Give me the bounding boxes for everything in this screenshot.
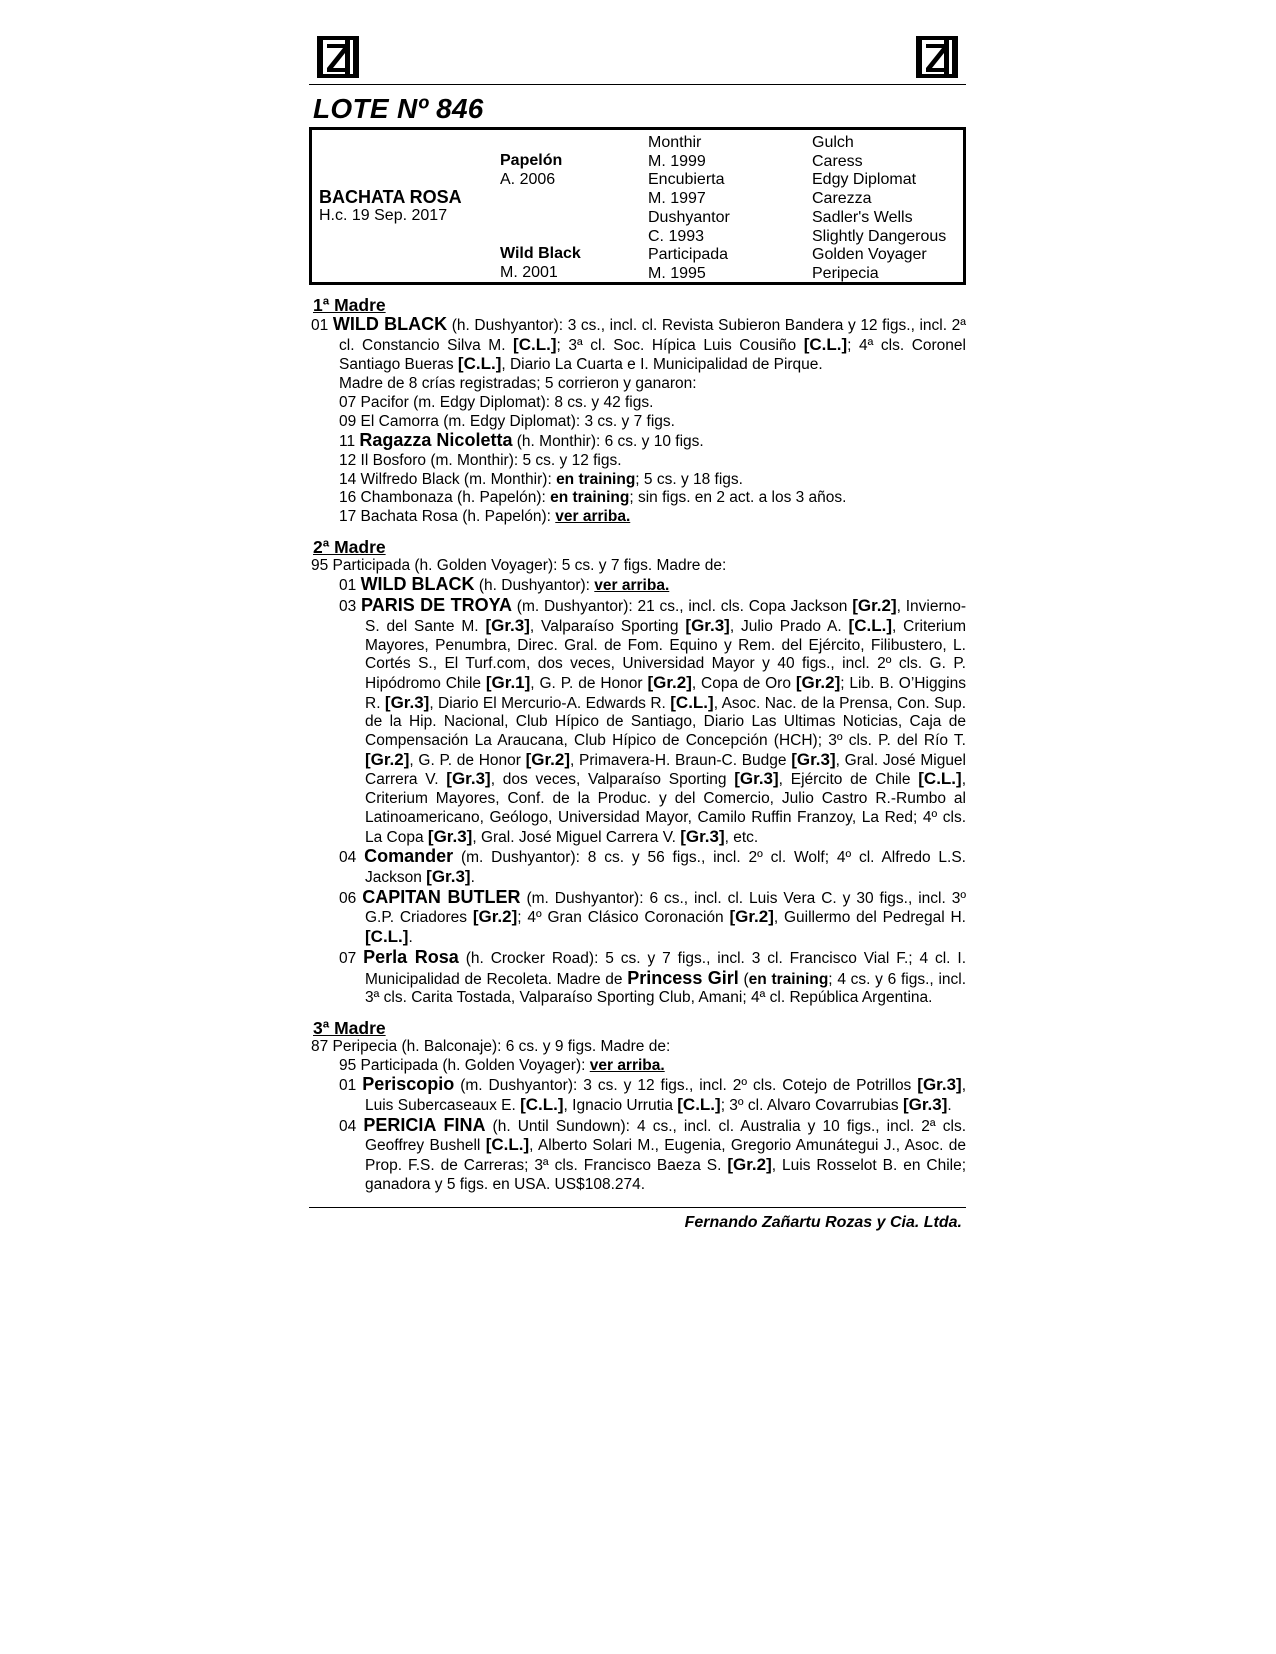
section-first-dam [309,295,966,527]
text: (h. Until Sundown): 4 cs., incl. cl. Australia y 10 figs., incl. 2ª cls. Geoffrey Bushell [365,1117,966,1155]
list-item [309,471,966,490]
grade-badge: [Gr.3] [902,1095,948,1115]
see-above-reference: ver arriba. [589,1056,665,1074]
text: , Criterium Mayores, Penumbra, Direc. Gral. de Fom. Equino y Rem. del Ejército, Filibustero, L. Cortés S., El Turf.com, dos veces, Universidad Mayor y 40 figs., incl. 2º cls. G. P. Hipódromo Chile [365,617,967,692]
text: 95 Participada (h. Golden Voyager): [339,1056,590,1074]
text: , G. P. de Honor [530,674,648,692]
grandparent: M. 1995 [648,264,706,282]
text: , Alberto Solari M., Eugenia, Gregorio Amunátegui J., Asoc. de Prop. F.S. de Carreras; 3ª cls. Francisco Baeza S. [365,1137,966,1175]
text: (h. Crocker Road): 5 cs. y 7 figs., incl. 3 cl. Francisco Vial F.; 4 cl. I. Municipalidad de Recoleta. Madre de [365,949,967,988]
text: ( [738,970,749,988]
training-label: en training [556,470,636,488]
text: , Diario El Mercurio-A. Edwards R. [429,694,671,712]
training-label: en training [550,489,630,507]
great-grandparent: Gulch [812,134,854,151]
text: , Luis Subercaseaux E. [365,1077,966,1115]
grade-badge: [C.L.] [803,334,848,354]
text: (m. Dushyantor): 8 cs. y 56 figs., incl. 2º cl. Wolf; 4º cl. Alfredo L.S. Jackson [365,849,966,886]
list-item: 09 El Camorra (m. Edgy Diplomat): 3 cs. y 7 figs. [339,412,675,430]
text: ; 3º cl. Alvaro Covarrubias [720,1097,903,1115]
grade-badge: [C.L.] [677,1095,721,1115]
training-label: en training [748,970,829,988]
list-item [309,508,966,527]
horse-name: WILD BLACK [360,574,475,595]
catalog-page [309,30,966,1232]
text: , Invierno-S. del Sante M. [365,598,967,635]
list-item [309,575,966,596]
grade-badge: [C.L.] [520,1095,564,1115]
text: , Gral. José Miguel Carrera V. [365,751,966,789]
text: , dos veces, Valparaíso Sporting [490,771,735,789]
grade-badge: [Gr.3] [426,866,471,886]
pedigree-great-grandparents [812,134,946,284]
grade-badge: [Gr.2] [472,907,518,927]
zanartu-logo-icon [914,34,960,80]
text: , Diario La Cuarta e I. Municipalidad de Pirque. [501,356,823,374]
year: 04 [339,849,357,867]
text: , Criterium Mayores, Conf. de la Produc. y del Comercio, Julio Castro R.-Rumbo al Latinoamericano, Geólogo, Universidad Mayor, Camilo Ruffin Franzoy, La Red; 4º cls. La Copa [365,771,967,846]
year: 07 [339,949,357,967]
section-second-dam [309,537,966,1008]
text: 17 Bachata Rosa (h. Papelón): [339,508,556,526]
list-item [309,888,966,948]
section-third-dam [309,1018,966,1195]
great-grandparent: Carezza [812,190,872,208]
year: 01 [311,317,329,334]
dam-info: M. 2001 [500,264,558,282]
produce-intro: Madre de 8 crías registradas; 5 corrieron y ganaron: [339,375,697,393]
text: , Julio Prado A. [729,617,849,635]
grade-badge: [Gr.2] [365,749,410,769]
text: ; Lib. B. O’Higgins R. [365,674,966,712]
great-grandparent: Slightly Dangerous [812,227,947,245]
grade-badge: [Gr.3] [734,769,779,789]
dam-name: Wild Black [500,245,581,263]
section-title: 2ª Madre [313,536,386,557]
grandparent: M. 1997 [648,190,706,208]
see-above-reference: ver arriba. [594,577,670,595]
grade-badge: [Gr.3] [917,1075,962,1095]
grandparent: Monthir [648,134,702,151]
year: 04 [339,1117,357,1135]
text: (m. Dushyantor): 3 cs. y 12 figs., incl. 2º cls. Cotejo de Potrillos [454,1077,918,1095]
text: (h. Dushyantor): [474,577,595,595]
grade-badge: [Gr.2] [795,672,841,692]
year: 11 [339,433,356,451]
horse-name: Princess Girl [627,967,739,988]
text: . [470,868,475,886]
text: , G. P. de Honor [409,751,526,769]
pedigree-horse [319,188,462,226]
grade-badge: [C.L.] [485,1135,530,1155]
see-above-reference: ver arriba. [555,508,631,526]
zanartu-logo-icon [315,34,361,80]
text: (h. Dushyantor): 3 cs., incl. cl. Revista Subieron Bandera y 12 figs., incl. 2ª cl. Constancio Silva M. [339,317,966,354]
sire-info: A. 2006 [500,170,556,188]
dam-intro: 95 Participada (h. Golden Voyager): 5 cs. y 7 figs. Madre de: [311,556,727,574]
text: , Asoc. Nac. de la Prensa, Con. Sup. de la Hip. Nacional, Club Hípico de Santiago, Diario Las Ultimas Noticias, Caja de Compensación La Araucana, Club Hípico de Concepción (HCH); 3º cls. P. del Río T. [365,694,967,750]
list-item [309,431,966,452]
grandparent: Dushyantor [648,208,730,226]
grandparent: C. 1993 [648,227,705,245]
list-item: 12 Il Bosforo (m. Monthir): 5 cs. y 12 figs. [339,451,622,469]
horse-info: H.c. 19 Sep. 2017 [319,207,448,224]
grade-badge: [Gr.3] [446,769,491,789]
text: , Luis Rosselot B. en Chile; ganadora y 5 figs. en USA. US$108.274. [365,1157,967,1193]
section-title: 1ª Madre [313,295,386,315]
text: , Primavera-H. Braun-C. Budge [570,751,792,769]
great-grandparent: Edgy Diplomat [812,171,917,189]
text: ; sin figs. en 2 act. a los 3 años. [629,489,847,507]
year: 01 [339,1077,357,1095]
sire-name: Papelón [500,152,563,169]
list-item [309,948,966,1008]
text: , Copa de Oro [691,674,796,692]
grade-badge: [C.L.] [513,334,557,354]
great-grandparent: Peripecia [812,264,879,282]
grade-badge: [Gr.3] [384,692,430,712]
list-item [309,489,966,508]
horse-name: WILD BLACK [332,314,448,334]
text: , Ignacio Urrutia [563,1097,678,1115]
text: ; 4 cs. y 6 figs., incl. 3ª cls. Carita Tostada, Valparaíso Sporting Club, Amani; 4ª cl. República Argentina. [365,970,967,1007]
grandparent: M. 1999 [648,152,706,170]
horse-name: Ragazza Nicoletta [359,430,513,451]
list-item [309,1057,966,1076]
great-grandparent: Golden Voyager [812,246,927,264]
grade-badge: [C.L.] [918,769,962,789]
pedigree-table [309,127,966,285]
horse-name: PERICIA FINA [363,1114,486,1135]
great-grandparent: Sadler's Wells [812,208,913,226]
great-grandparent: Caress [812,152,863,170]
list-item: 07 Pacifor (m. Edgy Diplomat): 8 cs. y 42 figs. [339,393,654,411]
text: (m. Dushyantor): 21 cs., incl. cls. Copa Jackson [512,598,853,616]
horse-name: Perla Rosa [363,946,459,967]
pedigree-grandparents [648,134,730,284]
text: , Guillermo del Pedregal H. [773,909,966,927]
text: 16 Chambonaza (h. Papelón): [339,489,551,507]
list-item [309,596,966,847]
list-item [309,847,966,887]
year: 03 [339,598,357,616]
year: 06 [339,889,357,907]
grade-badge: [C.L.] [457,354,502,374]
list-item [309,1075,966,1115]
footer-company: Fernando Zañartu Rozas y Cia. Ltda. [309,1207,966,1232]
text: , Ejército de Chile [778,771,919,789]
grade-badge: [Gr.2] [852,596,897,616]
horse-name: Periscopio [362,1074,455,1095]
grade-badge: [Gr.2] [525,749,571,769]
grade-badge: [Gr.2] [729,907,774,927]
horse-name: Comander [364,846,454,867]
pedigree-parents [500,152,581,283]
list-item [309,1116,966,1195]
text: , etc. [724,828,759,846]
text: ; 4º Gran Clásico Coronación [517,909,730,927]
grade-badge: [Gr.2] [727,1155,772,1175]
horse-name: CAPITAN BUTLER [362,886,521,907]
text: (h. Monthir): 6 cs. y 10 figs. [512,433,704,451]
grade-badge: [Gr.3] [485,615,530,635]
text: . [947,1097,952,1115]
lot-title: LOTE Nº 846 [313,93,484,124]
grade-badge: [Gr.3] [680,826,725,846]
text: 14 Wilfredo Black (m. Monthir): [339,470,557,488]
text: , Valparaíso Sporting [529,617,686,635]
grade-badge: [C.L.] [365,927,409,947]
grade-badge: [Gr.3] [791,749,836,769]
grade-badge: [Gr.1] [485,672,531,692]
header-logos [309,30,966,85]
section-title: 3ª Madre [313,1017,386,1038]
text: , Gral. José Miguel Carrera V. [472,828,681,846]
grade-badge: [Gr.3] [685,615,730,635]
dam-intro: 87 Peripecia (h. Balconaje): 6 cs. y 9 figs. Madre de: [311,1037,671,1055]
grade-badge: [C.L.] [670,692,714,712]
text: ; 4ª cls. Coronel Santiago Bueras [339,336,966,374]
text: . [408,929,413,947]
dam-entry [309,315,966,375]
text: ; 5 cs. y 18 figs. [635,470,743,488]
year: 01 [339,577,357,595]
grade-badge: [Gr.2] [647,672,692,692]
text: ; 3ª cl. Soc. Hípica Luis Cousiño [556,336,804,354]
grandparent: Encubierta [648,171,725,189]
grade-badge: [Gr.3] [427,826,473,846]
text: (m. Dushyantor): 6 cs., incl. cl. Luis Vera C. y 30 figs., incl. 3º G.P. Criadores [365,889,967,927]
grade-badge: [C.L.] [848,615,892,635]
horse-name: BACHATA ROSA [319,187,462,207]
horse-name: PARIS DE TROYA [361,595,513,616]
grandparent: Participada [648,246,729,264]
